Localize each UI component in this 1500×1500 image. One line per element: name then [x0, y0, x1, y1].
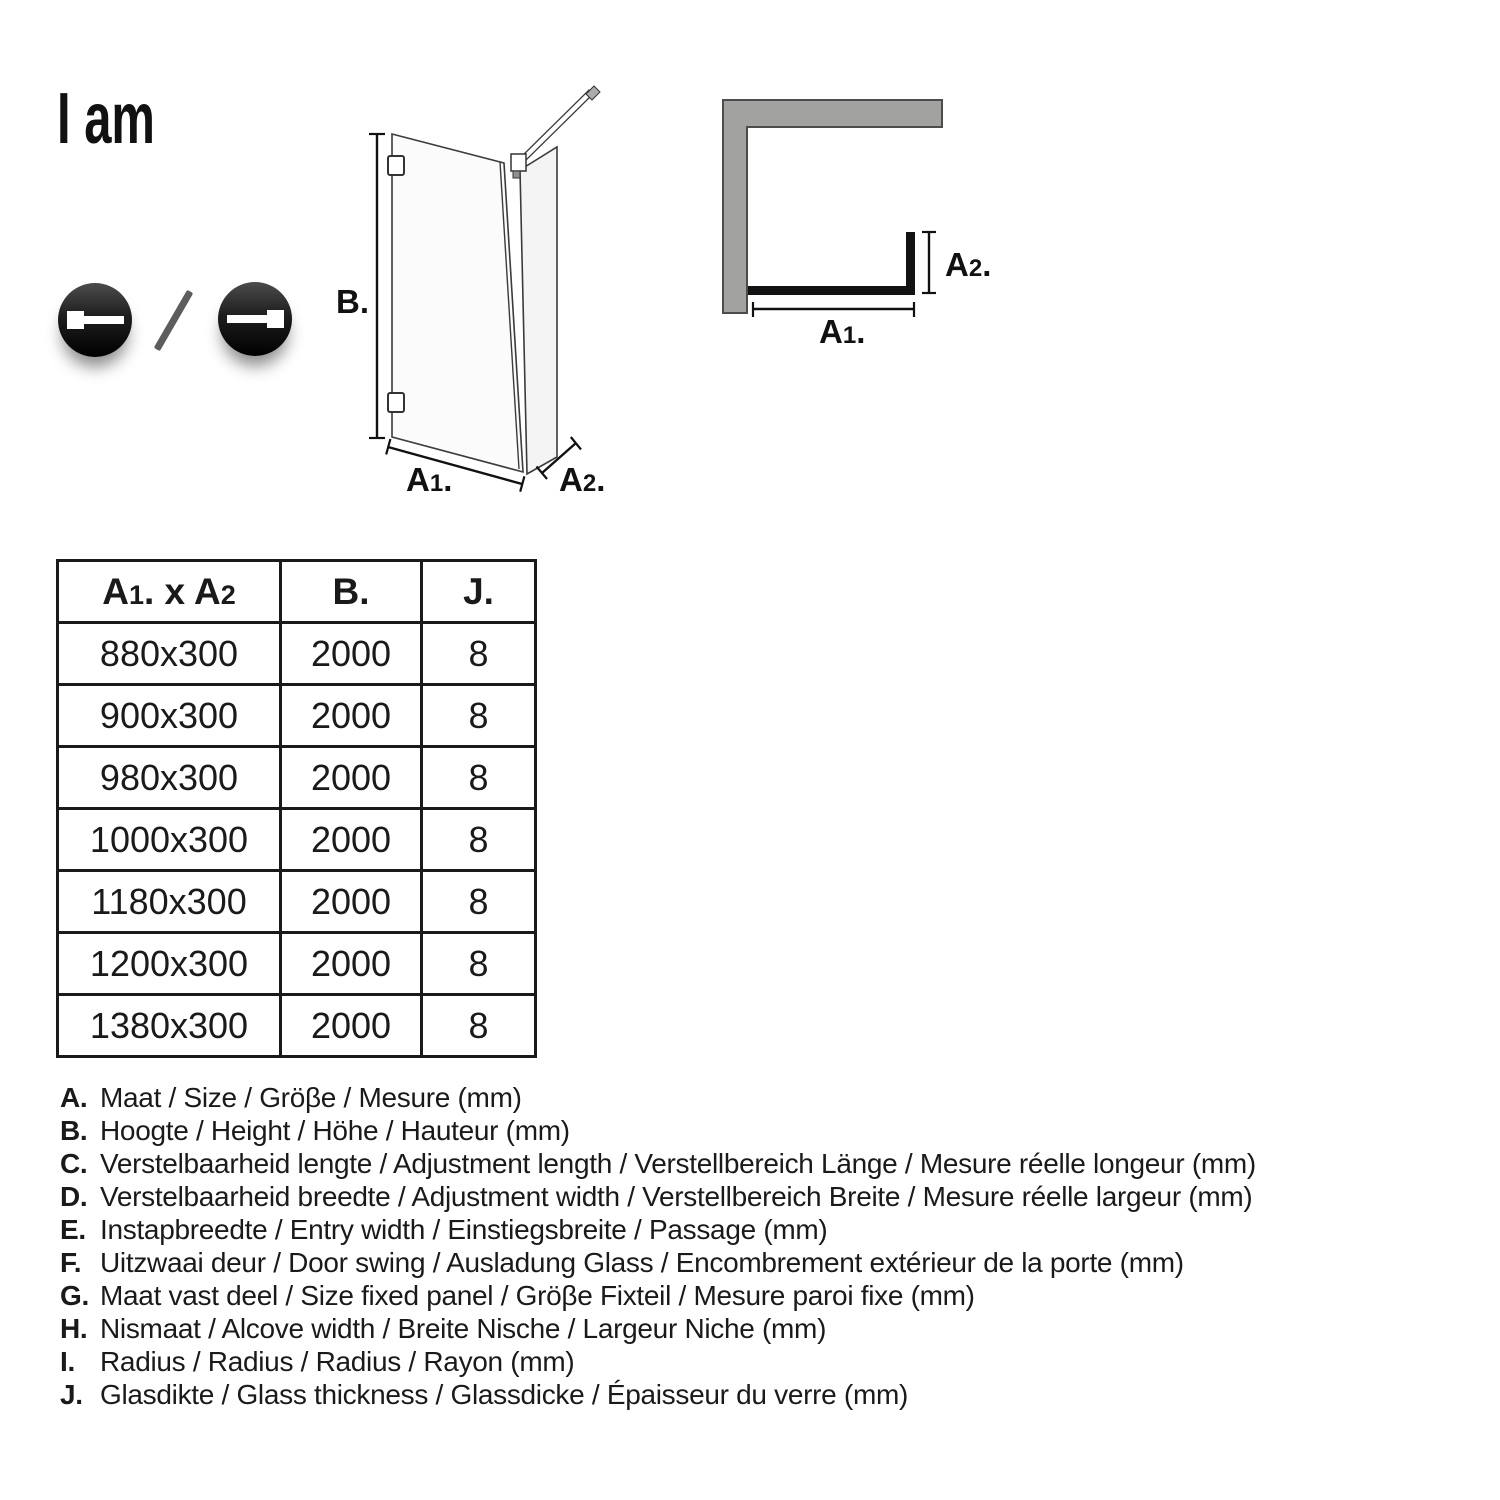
glass-panel-plan-a2 — [906, 232, 915, 295]
table-row: 980x300 2000 8 — [58, 747, 536, 809]
main-glass-panel — [392, 134, 523, 472]
panel-bar-glyph — [67, 316, 124, 324]
orientation-left-icon — [58, 283, 132, 357]
panel-bar-glyph — [227, 315, 284, 323]
legend-item: E. Instapbreedte / Entry width / Einstiegsbreite / Passage (mm) — [60, 1214, 828, 1245]
legend-item: A. Maat / Size / Gröβe / Mesure (mm) — [60, 1082, 522, 1113]
wall-bracket-bottom-icon — [388, 393, 404, 412]
table-row: 900x300 2000 8 — [58, 685, 536, 747]
a1-dimension-label: A1. — [406, 461, 453, 498]
size-table — [56, 559, 537, 1058]
table-row: 1380x300 2000 8 — [58, 995, 536, 1057]
table-row: 1200x300 2000 8 — [58, 933, 536, 995]
legend-item: C. Verstelbaarheid lengte / Adjustment length / Verstellbereich Länge / Mesure réelle longeur (mm) — [60, 1148, 1256, 1179]
table-row: 1180x300 2000 8 — [58, 871, 536, 933]
legend-item: J. Glasdikte / Glass thickness / Glassdicke / Épaisseur du verre (mm) — [60, 1379, 909, 1410]
b-dimension-label: B. — [336, 283, 369, 320]
header-b: B. — [281, 561, 422, 623]
clamp-knob-icon — [513, 171, 520, 178]
return-glass-panel — [520, 147, 557, 474]
legend-item: F. Uitzwaai deur / Door swing / Ausladung Glass / Encombrement extérieur de la porte (mm) — [60, 1247, 1184, 1278]
stabilizer-glass-clamp-icon — [511, 154, 526, 171]
isometric-panel-diagram — [330, 60, 650, 510]
brand-title: I am — [57, 79, 155, 159]
a2-dimension-label: A2. — [945, 246, 992, 283]
legend — [60, 1081, 1480, 1411]
legend-item: D. Verstelbaarheid breedte / Adjustment width / Verstellbereich Breite / Mesure réelle largeur (mm) — [60, 1181, 1253, 1212]
table-header-row — [58, 561, 536, 623]
table-row: 880x300 2000 8 — [58, 623, 536, 685]
legend-item: I. Radius / Radius / Radius / Rayon (mm) — [60, 1346, 575, 1377]
slash-separator-icon — [154, 290, 194, 352]
table-row: 1000x300 2000 8 — [58, 809, 536, 871]
header-a1xa2: A1. x A2 — [58, 561, 281, 623]
header-j: J. — [422, 561, 536, 623]
a1-dimension-label: A1. — [819, 313, 866, 350]
legend-item: B. Hoogte / Height / Höhe / Hauteur (mm) — [60, 1115, 570, 1146]
a2-dimension-label: A2. — [559, 461, 606, 498]
orientation-right-icon — [218, 282, 292, 356]
top-view-diagram — [700, 80, 1000, 360]
legend-item: H. Nismaat / Alcove width / Breite Nische / Largeur Niche (mm) — [60, 1313, 827, 1344]
wall-bracket-top-icon — [388, 156, 404, 175]
glass-panel-plan-a1 — [748, 286, 914, 295]
legend-item: G. Maat vast deel / Size fixed panel / Gröβe Fixteil / Mesure paroi fixe (mm) — [60, 1280, 975, 1311]
